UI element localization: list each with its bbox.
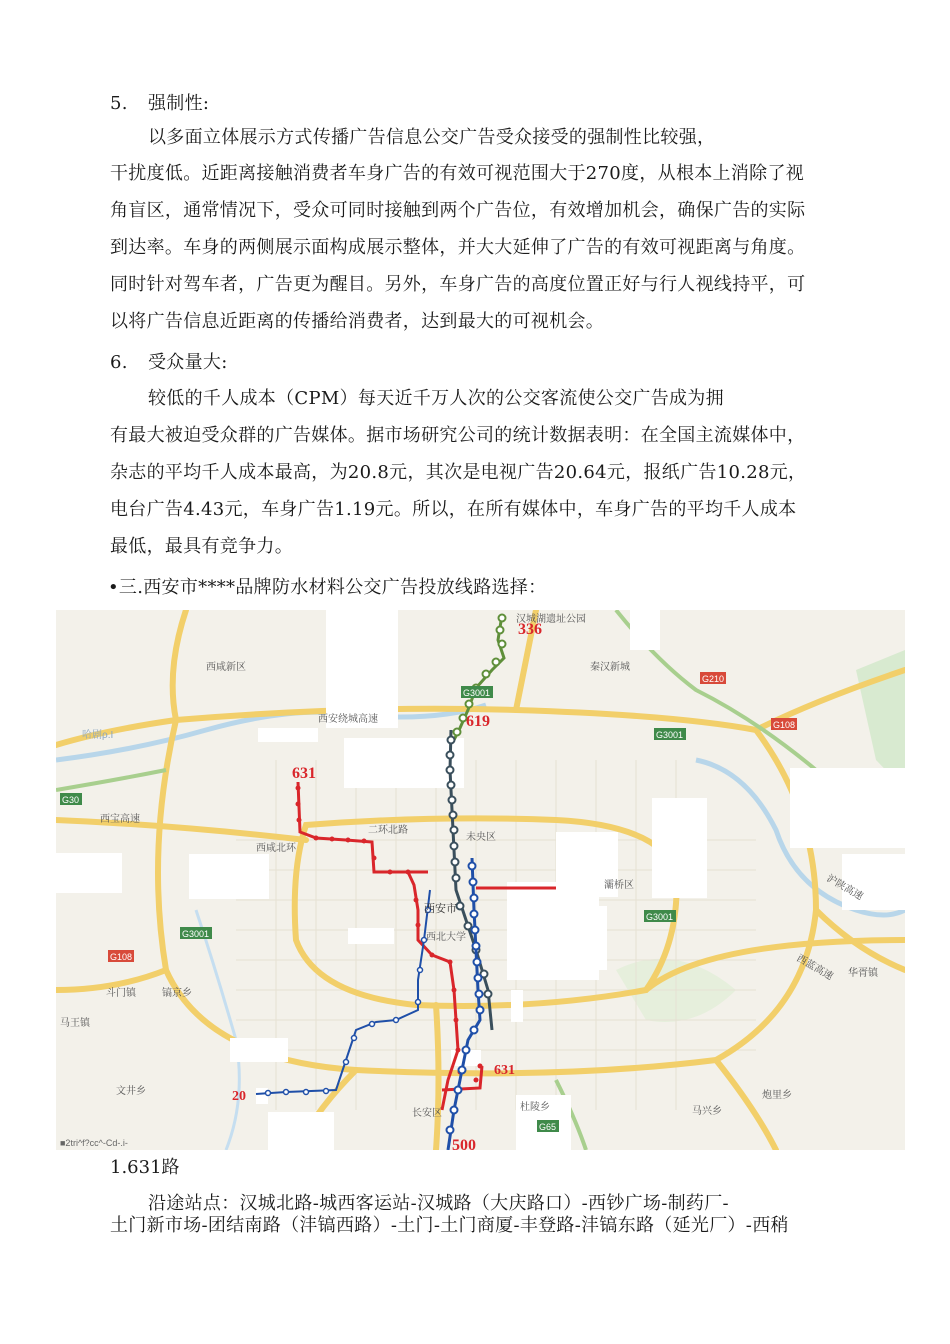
section-5-title: 强制性: [148,93,210,114]
section-3-heading: •三.西安市****品牌防水材料公交广告投放线路选择： [108,577,547,598]
section-6-heading [110,351,228,375]
place-label: 西咸北环 [256,843,296,854]
place-label: 西北大学 [426,932,466,943]
place-label: 马王镇 [60,1018,90,1029]
place-label: 炮里乡 [762,1090,792,1101]
place-label: 镐京乡 [162,988,192,999]
place-label: 沪陕高速 [824,873,865,903]
s6-paragraph-line: 电台广告4.43元，车身广告1.19元。所以，在所有媒体中，车身广告的平均千人成本 [110,499,797,520]
place-label: 西咸新区 [206,662,246,673]
section-6-number: 6. [110,352,128,373]
place-label: 灞桥区 [604,880,634,891]
place-label: 斗门镇 [106,988,136,999]
s6-paragraph-line: 有最大被迫受众群的广告媒体。据市场研究公司的统计数据表明：在全国主流媒体中， [110,425,806,446]
map-corner-text: 哈剧ρ.I [82,730,114,741]
place-label: 长安区 [412,1108,442,1119]
road-shield: G108 [110,952,133,962]
s6-paragraph-line: 杂志的平均千人成本最高，为20.8元，其次是电视广告20.64元，报纸广告10.28元， [110,462,807,483]
place-label: 西安市 [424,903,457,915]
place-label: 未央区 [466,832,496,843]
road-shield: G3001 [656,730,684,740]
route-label-631-south: 631 [494,1063,515,1078]
route-stops-line: 土门新市场-团结南路（沣镐西路）-土门-土门商厦-丰登路-沣镐东路（延光厂）-西稍 [110,1215,789,1236]
place-label: 秦汉新城 [590,662,630,673]
place-label: 西宝高速 [100,814,140,825]
s5-paragraph-line: 角盲区，通常情况下，受众可同时接触到两个广告位，有效增加机会，确保广告的实际 [110,200,806,221]
s5-paragraph-line: 干扰度低。近距离接触消费者车身广告的有效可视范围大于270度，从根本上消除了视 [110,163,805,184]
place-label: 二环北路 [368,825,408,836]
route-label-336: 336 [518,621,542,638]
place-label: 杜陵乡 [520,1102,550,1113]
road-shield: G3001 [463,688,491,698]
section-6-title: 受众量大: [148,352,228,373]
road-shield: G108 [773,720,796,730]
place-label: 西安绕城高速 [318,714,378,725]
route-label-631: 631 [292,765,316,782]
place-label: 马兴乡 [692,1106,722,1117]
s6-paragraph-line: 较低的千人成本（CPM）每天近千万人次的公交客流使公交广告成为拥 [148,388,724,409]
s6-paragraph-line: 最低，最具有竞争力。 [110,536,293,557]
road-shield: G3001 [182,929,210,939]
route-label-619: 619 [466,713,490,730]
map-watermark: ■2tri^f?cc^-Cd-.i- [60,1138,128,1148]
place-label: 华胥镇 [848,968,878,979]
route-label-20: 20 [232,1089,246,1104]
place-label: 西蓝高速 [794,953,835,983]
road-shield: G210 [702,674,725,684]
section-5-heading [110,92,209,116]
road-shield: G65 [539,1122,557,1132]
route-title: 1.631路 [110,1157,180,1178]
route-label-500: 500 [452,1137,476,1150]
place-label: 汉城湖遗址公园 [516,614,586,625]
s5-paragraph-line: 以将广告信息近距离的传播给消费者，达到最大的可视机会。 [110,311,605,332]
s5-paragraph-line: 同时针对驾车者，广告更为醒目。另外，车身广告的高度位置正好与行人视线持平，可 [110,274,806,295]
place-label: 文井乡 [116,1086,146,1097]
route-stops-line: 沿途站点：汉城北路-城西客运站-汉城路（大庆路口）-西钞广场-制药厂- [148,1193,729,1214]
s5-paragraph-line: 以多面立体展示方式传播广告信息公交广告受众接受的强制性比较强， [148,127,716,148]
s5-paragraph-line: 到达率。车身的两侧展示面构成展示整体，并大大延伸了广告的有效可视距离与角度。 [110,237,806,258]
road-shield: G30 [62,795,80,805]
section-5-number: 5. [110,93,128,114]
road-shield: G3001 [646,912,674,922]
bus-route-map [56,610,905,1150]
